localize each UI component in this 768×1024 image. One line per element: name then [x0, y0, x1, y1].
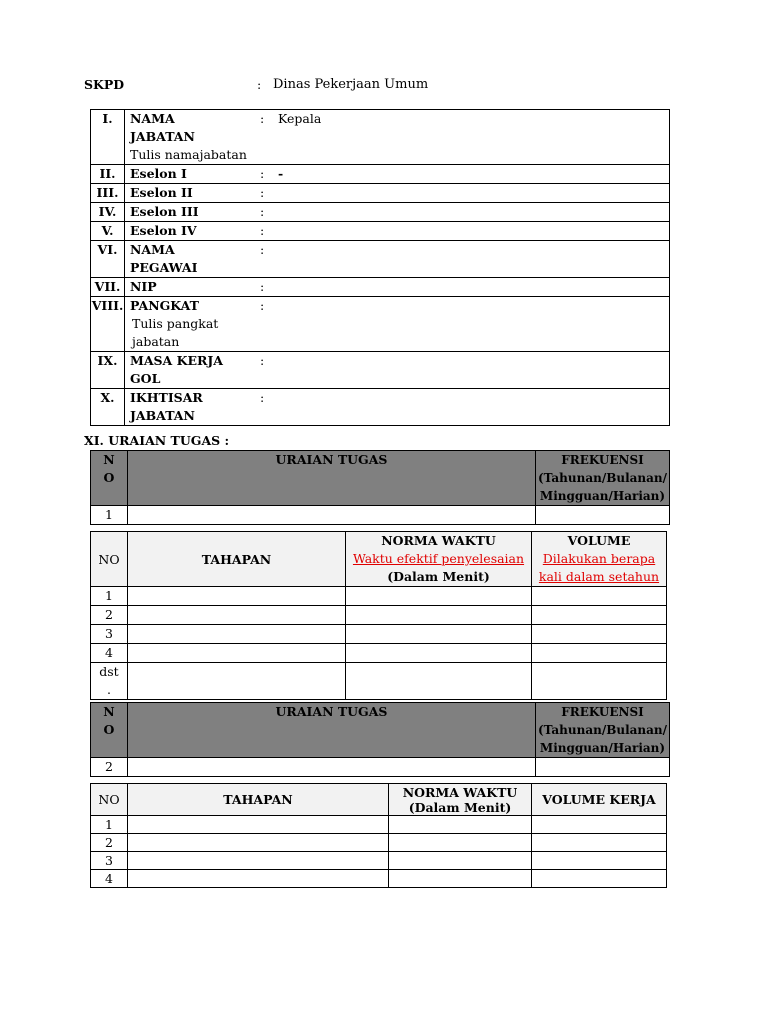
field-value: - [278, 166, 284, 181]
volume-cell[interactable] [532, 644, 667, 663]
task-row [91, 506, 670, 525]
norma-cell[interactable] [389, 834, 532, 852]
volume-cell[interactable] [532, 625, 667, 644]
row-number: IX. [91, 352, 125, 389]
no-header-bottom: O [103, 470, 115, 485]
no-header-top: N [103, 704, 115, 719]
frekuensi-line: (Tahunan/Bulanan/ [537, 723, 668, 737]
info-cell [125, 184, 670, 203]
norma-title: NORMA WAKTU [381, 533, 496, 548]
info-row-nama-jabatan [91, 110, 670, 165]
row-number: X. [91, 389, 125, 426]
field-value: Kepala [278, 111, 322, 126]
volume-cell[interactable] [532, 870, 667, 888]
tahapan-row [91, 625, 667, 644]
norma-cell[interactable] [346, 644, 532, 663]
info-row-nama-pegawai [91, 241, 670, 278]
field-label: NAMA [130, 111, 175, 126]
row-number: VI. [91, 241, 125, 278]
tahapan-cell[interactable] [128, 625, 346, 644]
tahapan-number: 3 [91, 852, 128, 870]
field-colon: : [260, 204, 265, 219]
field-label: Eselon I [130, 166, 187, 181]
task-frequency-cell[interactable] [536, 758, 670, 777]
field-label: PEGAWAI [130, 260, 198, 275]
row-number: I. [91, 110, 125, 165]
field-label: NAMA [130, 242, 175, 257]
task-table-1 [90, 450, 670, 525]
volume-title: VOLUME [567, 533, 631, 548]
tahapan-number: 4 [91, 644, 128, 663]
uraian-header: URAIAN TUGAS [128, 451, 536, 506]
tahapan-cell[interactable] [128, 816, 389, 834]
info-row-nip [91, 278, 670, 297]
field-colon: : [260, 298, 265, 313]
field-label: JABATAN [130, 408, 195, 423]
task-description-cell[interactable] [128, 758, 536, 777]
volume-cell[interactable] [532, 816, 667, 834]
volume-kerja-header: VOLUME KERJA [532, 784, 667, 816]
norma-title: NORMA WAKTU [402, 785, 518, 800]
tahapan-cell[interactable] [128, 834, 389, 852]
row-number: II. [91, 165, 125, 184]
norma-note: Waktu efektif penyelesaian [352, 551, 525, 566]
field-colon: : [260, 279, 265, 294]
info-cell [125, 278, 670, 297]
field-label: GOL [130, 371, 161, 386]
skpd-colon: : [257, 77, 262, 92]
tahapan-row-dst [91, 663, 667, 700]
field-hint: Tulis namajabatan [130, 147, 247, 162]
info-row-eselon-ii [91, 184, 670, 203]
volume-cell[interactable] [532, 834, 667, 852]
tahapan-cell[interactable] [128, 606, 346, 625]
volume-note: Dilakukan berapa [542, 551, 656, 566]
skpd-value: Dinas Pekerjaan Umum [273, 77, 429, 92]
frekuensi-line: FREKUENSI [561, 705, 644, 719]
tahapan-cell[interactable] [128, 852, 389, 870]
info-row-pangkat [91, 297, 670, 352]
norma-cell[interactable] [346, 606, 532, 625]
task-header-row [91, 451, 670, 506]
task-table-2 [90, 702, 670, 777]
dst-dot: . [107, 682, 111, 697]
info-cell [125, 241, 670, 278]
info-cell [125, 297, 670, 352]
info-row-eselon-iii [91, 203, 670, 222]
task-frequency-cell[interactable] [536, 506, 670, 525]
info-cell [125, 110, 670, 165]
field-label: PANGKAT [130, 298, 199, 313]
field-colon: : [260, 223, 265, 238]
tahapan-number: 2 [91, 834, 128, 852]
norma-cell[interactable] [346, 625, 532, 644]
tahapan-number: 4 [91, 870, 128, 888]
field-colon: : [260, 242, 265, 257]
info-cell [125, 165, 670, 184]
section-heading-uraian-tugas [84, 433, 229, 448]
task-description-cell[interactable] [128, 506, 536, 525]
field-colon: : [260, 185, 265, 200]
info-row-eselon-i [91, 165, 670, 184]
tahapan-row [91, 644, 667, 663]
tahapan-row [91, 834, 667, 852]
volume-cell[interactable] [532, 606, 667, 625]
volume-note: kali dalam setahun [538, 569, 660, 584]
no-header-top: N [103, 452, 115, 467]
norma-cell[interactable] [346, 663, 532, 700]
field-label: MASA KERJA [130, 353, 224, 368]
no-header: NO [91, 532, 128, 587]
no-header: NO [91, 784, 128, 816]
tahapan-number: 3 [91, 625, 128, 644]
field-label: IKHTISAR [130, 390, 203, 405]
row-number: VIII. [91, 297, 125, 352]
field-colon: : [260, 166, 265, 181]
tahapan-row [91, 606, 667, 625]
info-row-ikhtisar [91, 389, 670, 426]
volume-cell[interactable] [532, 852, 667, 870]
info-cell [125, 203, 670, 222]
tahapan-table-2 [90, 783, 667, 888]
field-hint: jabatan [132, 334, 180, 349]
section-title: XI. URAIAN TUGAS : [84, 433, 230, 448]
frekuensi-line: Mingguan/Harian) [539, 489, 666, 503]
info-cell [125, 389, 670, 426]
info-table [90, 109, 670, 426]
tahapan-row [91, 587, 667, 606]
tahapan-number: 1 [91, 816, 128, 834]
frekuensi-line: (Tahunan/Bulanan/ [537, 471, 668, 485]
task-number: 1 [91, 506, 128, 525]
row-number: IV. [91, 203, 125, 222]
tahapan-cell[interactable] [128, 644, 346, 663]
volume-cell[interactable] [532, 663, 667, 700]
info-cell [125, 352, 670, 389]
volume-header [532, 532, 667, 587]
field-hint: Tulis pangkat [132, 316, 219, 331]
norma-cell[interactable] [346, 587, 532, 606]
frekuensi-line: Mingguan/Harian) [539, 741, 666, 755]
tahapan-header-row [91, 784, 667, 816]
field-label: Eselon IV [130, 223, 197, 238]
task-header-row [91, 703, 670, 758]
dst-label: dst [99, 664, 119, 679]
norma-waktu-header [346, 532, 532, 587]
tahapan-table-1 [90, 531, 667, 700]
no-header [91, 451, 128, 506]
frekuensi-line: FREKUENSI [561, 453, 644, 467]
field-label: JABATAN [130, 129, 195, 144]
skpd-label: SKPD [84, 77, 125, 92]
norma-unit: (Dalam Menit) [387, 569, 490, 584]
task-number: 2 [91, 758, 128, 777]
tahapan-row [91, 816, 667, 834]
tahapan-row [91, 852, 667, 870]
tahapan-header: TAHAPAN [128, 532, 346, 587]
tahapan-cell[interactable] [128, 587, 346, 606]
tahapan-number: 2 [91, 606, 128, 625]
no-header-bottom: O [103, 722, 115, 737]
tahapan-header: TAHAPAN [128, 784, 389, 816]
info-cell [125, 222, 670, 241]
tahapan-row [91, 870, 667, 888]
field-label: Eselon II [130, 185, 193, 200]
info-row-masa-kerja [91, 352, 670, 389]
field-colon: : [260, 111, 265, 126]
row-number: III. [91, 184, 125, 203]
norma-cell[interactable] [389, 870, 532, 888]
tahapan-header-row [91, 532, 667, 587]
norma-cell[interactable] [389, 852, 532, 870]
field-label: NIP [130, 279, 157, 294]
field-colon: : [260, 390, 265, 405]
uraian-header: URAIAN TUGAS [128, 703, 536, 758]
task-row [91, 758, 670, 777]
norma-unit: (Dalam Menit) [408, 800, 512, 815]
volume-cell[interactable] [532, 587, 667, 606]
tahapan-number: 1 [91, 587, 128, 606]
norma-cell[interactable] [389, 816, 532, 834]
field-label: Eselon III [130, 204, 199, 219]
frekuensi-header [536, 451, 670, 506]
tahapan-cell[interactable] [128, 663, 346, 700]
row-number: VII. [91, 278, 125, 297]
frekuensi-header [536, 703, 670, 758]
info-row-eselon-iv [91, 222, 670, 241]
tahapan-cell[interactable] [128, 870, 389, 888]
row-number: V. [91, 222, 125, 241]
norma-waktu-header [389, 784, 532, 816]
no-header [91, 703, 128, 758]
tahapan-number [91, 663, 128, 700]
field-colon: : [260, 353, 265, 368]
